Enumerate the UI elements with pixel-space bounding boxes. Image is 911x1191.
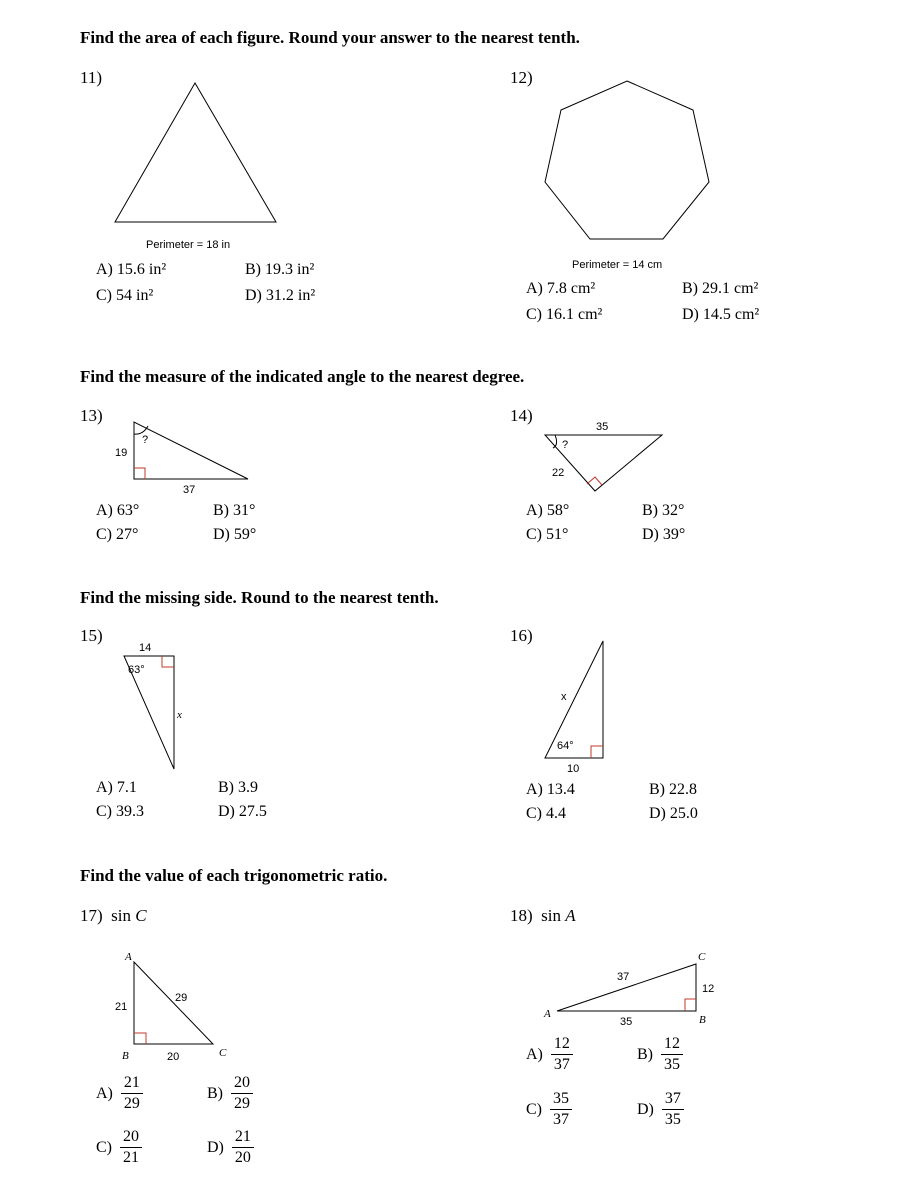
q15-number: 15)	[80, 626, 103, 645]
q16-hyp-label: x	[561, 691, 567, 703]
q17-vertex-a: A	[125, 951, 132, 963]
q18-var: A	[565, 906, 576, 925]
q12-heptagon-figure	[540, 78, 720, 248]
q15-choice-a[interactable]: A) 7.1	[96, 779, 137, 796]
q18-choice-b[interactable]: B) 12 35	[637, 1034, 683, 1075]
q14-triangle-figure	[540, 415, 670, 495]
right-angle-marker	[162, 656, 174, 667]
q15-side-top-label: 14	[139, 642, 152, 654]
heptagon-shape	[545, 81, 709, 239]
q15-choice-d[interactable]: D) 27.5	[218, 803, 267, 820]
q11-choice-a[interactable]: A) 15.6 in²	[96, 261, 167, 278]
q18-prompt	[510, 906, 576, 926]
q12-choice-d[interactable]: D) 14.5 cm²	[682, 306, 760, 323]
right-angle-marker	[685, 999, 696, 1011]
q14-choice-d[interactable]: D) 39°	[642, 526, 686, 543]
q16-choice-b[interactable]: B) 22.8	[649, 781, 697, 798]
section-heading-trig: Find the value of each trigonometric ratio.	[80, 866, 388, 885]
q13-side-horizontal-label: 37	[183, 484, 196, 496]
q18-choice-d[interactable]: D) 37 35	[637, 1089, 684, 1130]
q16-choice-c[interactable]: C) 4.4	[526, 805, 566, 822]
q13-choice-d[interactable]: D) 59°	[213, 526, 257, 543]
right-angle-marker	[134, 468, 145, 479]
q13-choice-b[interactable]: B) 31°	[213, 502, 256, 519]
q18-hyp-label: 37	[617, 971, 630, 983]
q17-number: 17)	[80, 906, 103, 925]
angle-arc	[553, 435, 557, 448]
q18-vertex-a: A	[544, 1008, 551, 1020]
right-angle-marker	[587, 477, 602, 485]
q14-number: 14)	[510, 406, 533, 425]
q14-side-top-label: 35	[596, 421, 609, 433]
q17-side-bc-label: 20	[167, 1051, 180, 1063]
q17-choice-b[interactable]: B) 20 29	[207, 1073, 253, 1114]
q18-fn: sin	[541, 906, 562, 925]
q18-vert-label: 12	[702, 983, 715, 995]
q18-number: 18)	[510, 906, 533, 925]
q16-triangle-figure	[540, 636, 620, 776]
q17-triangle-figure	[110, 948, 240, 1066]
q18-base-label: 35	[620, 1016, 633, 1028]
q15-unknown-label: x	[177, 709, 182, 721]
q12-number: 12)	[510, 68, 533, 87]
q17-side-ac-label: 29	[175, 992, 188, 1004]
q17-vertex-c: C	[219, 1047, 227, 1059]
q12-perimeter-label: Perimeter = 14 cm	[572, 259, 663, 271]
angle-arc	[134, 426, 148, 434]
q13-triangle-figure	[110, 415, 260, 500]
q15-choice-c[interactable]: C) 39.3	[96, 803, 144, 820]
q17-choice-d[interactable]: D) 21 20	[207, 1127, 254, 1168]
q13-choice-c[interactable]: C) 27°	[96, 526, 139, 543]
q11-choice-c[interactable]: C) 54 in²	[96, 287, 154, 304]
section-heading-area: Find the area of each figure. Round your answer to the nearest tenth.	[80, 28, 580, 47]
right-angle-marker	[591, 746, 603, 758]
q17-choice-a[interactable]: A) 21 29	[96, 1073, 143, 1114]
q11-choice-d[interactable]: D) 31.2 in²	[245, 287, 316, 304]
right-angle-marker	[134, 1033, 146, 1044]
q14-unknown-label: ?	[562, 439, 569, 451]
section-heading-angle: Find the measure of the indicated angle to the nearest degree.	[80, 367, 525, 386]
q11-number: 11)	[80, 68, 103, 87]
equilateral-triangle-shape	[115, 83, 276, 222]
q14-choice-b[interactable]: B) 32°	[642, 502, 685, 519]
q14-side-label: 22	[552, 467, 565, 479]
q17-vertex-b: B	[122, 1050, 129, 1062]
q16-choice-a[interactable]: A) 13.4	[526, 781, 575, 798]
q17-var: C	[135, 906, 147, 925]
section-heading-side: Find the missing side. Round to the nearest tenth.	[80, 588, 439, 607]
q11-choice-b[interactable]: B) 19.3 in²	[245, 261, 315, 278]
q15-angle-label: 63°	[128, 664, 145, 676]
q11-triangle-figure	[110, 78, 285, 228]
q18-choice-c[interactable]: C) 35 37	[526, 1089, 572, 1130]
q15-choice-b[interactable]: B) 3.9	[218, 779, 258, 796]
q18-choice-a[interactable]: A) 12 37	[526, 1034, 573, 1075]
q17-choice-c[interactable]: C) 20 21	[96, 1127, 142, 1168]
q18-vertex-b: B	[699, 1014, 706, 1026]
q16-number: 16)	[510, 626, 533, 645]
q12-choice-b[interactable]: B) 29.1 cm²	[682, 280, 759, 297]
q13-number: 13)	[80, 406, 103, 425]
q18-vertex-c: C	[698, 951, 706, 963]
q17-side-ab-label: 21	[115, 1001, 128, 1013]
q16-base-label: 10	[567, 763, 580, 775]
q11-perimeter-label: Perimeter = 18 in	[146, 239, 231, 251]
q17-prompt	[80, 906, 147, 926]
q13-choice-a[interactable]: A) 63°	[96, 502, 140, 519]
q16-angle-label: 64°	[557, 740, 574, 752]
q14-choice-a[interactable]: A) 58°	[526, 502, 570, 519]
q13-unknown-label: ?	[142, 434, 149, 446]
q12-choice-a[interactable]: A) 7.8 cm²	[526, 280, 596, 297]
q18-triangle-figure	[540, 945, 725, 1030]
q15-triangle-figure	[110, 636, 195, 776]
q13-side-vertical-label: 19	[115, 447, 128, 459]
q17-fn: sin	[111, 906, 132, 925]
q16-choice-d[interactable]: D) 25.0	[649, 805, 698, 822]
q14-choice-c[interactable]: C) 51°	[526, 526, 569, 543]
q12-choice-c[interactable]: C) 16.1 cm²	[526, 306, 603, 323]
